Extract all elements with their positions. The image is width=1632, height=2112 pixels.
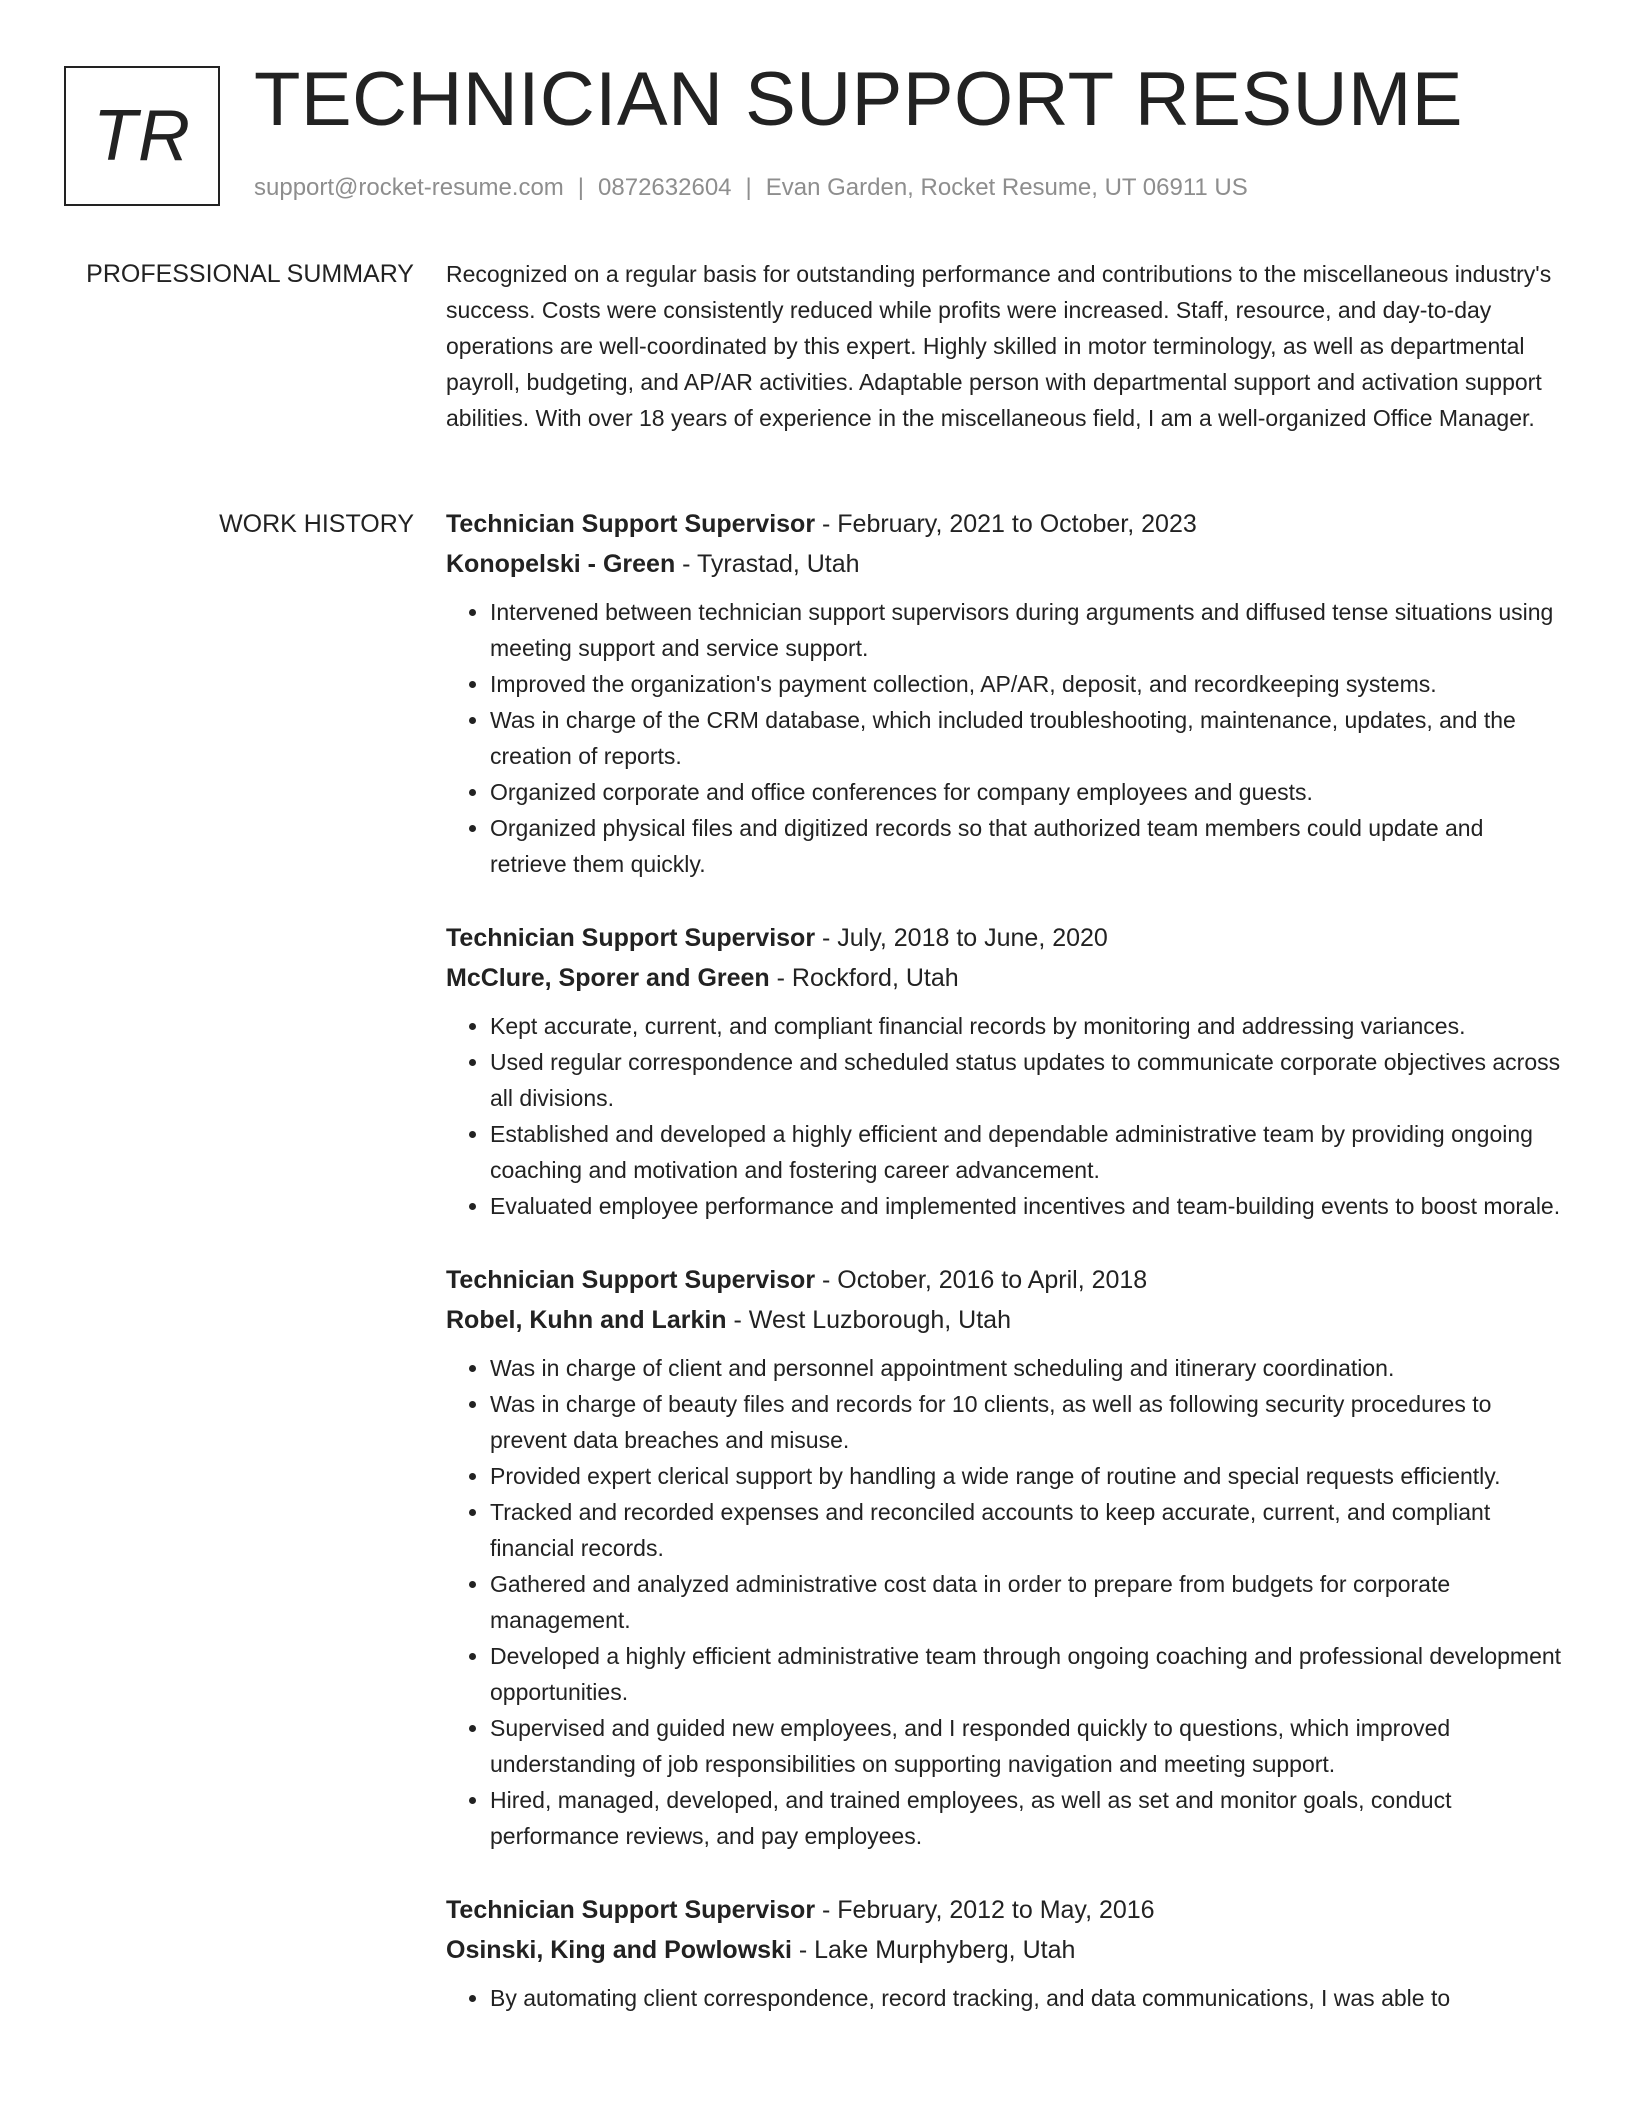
job-bullet: • Was in charge of the CRM database, which included troubleshooting, maintenance, updates, and the creation of reports. <box>490 702 1564 774</box>
contact-address: Evan Garden, Rocket Resume, UT 06911 US <box>765 174 1248 201</box>
job-bullet: • By automating client correspondence, record tracking, and data communications, I was able to <box>490 1980 1564 2016</box>
job-company-line <box>446 958 1564 998</box>
job-bullet: • Tracked and recorded expenses and reconciled accounts to keep accurate, current, and compliant financial records. <box>490 1494 1564 1566</box>
job-title: Technician Support Supervisor <box>446 924 816 952</box>
job-company: McClure, Sporer and Green <box>446 964 770 992</box>
job-title: Technician Support Supervisor <box>446 510 816 538</box>
contact-line <box>254 174 1248 202</box>
job-bullets <box>446 1980 1564 2016</box>
summary-body <box>446 256 1564 436</box>
job-bullets <box>446 1350 1564 1854</box>
job-title-line <box>446 918 1564 958</box>
job-entry <box>446 504 1564 882</box>
job-bullet: • Established and developed a highly efficient and dependable administrative team by providing ongoing coaching and motivation and fostering career advancement. <box>490 1116 1564 1188</box>
job-bullets <box>446 594 1564 882</box>
job-title-line <box>446 1260 1564 1300</box>
job-bullet: • Evaluated employee performance and implemented incentives and team-building events to boost morale. <box>490 1188 1564 1224</box>
job-entry <box>446 1260 1564 1854</box>
job-bullet: • Was in charge of client and personnel appointment scheduling and itinerary coordination. <box>490 1350 1564 1386</box>
contact-email[interactable]: support@rocket-resume.com <box>254 174 564 201</box>
job-bullet: • Developed a highly efficient administrative team through ongoing coaching and professional development opportunities. <box>490 1638 1564 1710</box>
job-title-line <box>446 1890 1564 1930</box>
resume-title: TECHNICIAN SUPPORT RESUME <box>254 57 1463 142</box>
job-bullet: • Kept accurate, current, and compliant financial records by monitoring and addressing variances. <box>490 1008 1564 1044</box>
job-bullet: • Organized physical files and digitized records so that authorized team members could update and retrieve them quickly. <box>490 810 1564 882</box>
contact-separator: | <box>577 174 585 201</box>
monogram-initials: TR <box>93 96 191 176</box>
job-company: Konopelski - Green <box>446 550 676 578</box>
job-bullet: • Improved the organization's payment collection, AP/AR, deposit, and recordkeeping systems. <box>490 666 1564 702</box>
job-bullet: • Organized corporate and office conferences for company employees and guests. <box>490 774 1564 810</box>
contact-phone[interactable]: 0872632604 <box>598 174 732 201</box>
job-dates: - February, 2012 to May, 2016 <box>815 1896 1155 1924</box>
work-history-heading: WORK HISTORY <box>219 510 414 538</box>
contact-separator: | <box>745 174 752 201</box>
work-history-body <box>446 504 1564 2052</box>
job-location: - West Luzborough, Utah <box>726 1306 1011 1334</box>
job-company-line <box>446 1300 1564 1340</box>
job-title: Technician Support Supervisor <box>446 1896 816 1924</box>
job-entry <box>446 1890 1564 2016</box>
job-company: Robel, Kuhn and Larkin <box>446 1306 727 1334</box>
job-bullet: • Intervened between technician support supervisors during arguments and diffused tense situations using meeting support and service support. <box>490 594 1564 666</box>
job-dates: - February, 2021 to October, 2023 <box>815 510 1197 538</box>
job-location: - Tyrastad, Utah <box>675 550 860 578</box>
job-company: Osinski, King and Powlowski <box>446 1936 792 1964</box>
job-bullet: • Provided expert clerical support by handling a wide range of routine and special requests efficiently. <box>490 1458 1564 1494</box>
job-location: - Lake Murphyberg, Utah <box>791 1936 1076 1964</box>
job-dates: - October, 2016 to April, 2018 <box>815 1266 1148 1294</box>
summary-text: Recognized on a regular basis for outstanding performance and contributions to the miscellaneous industry's success. Costs were consistently reduced while profits were increased. Staff, resource, and day-to-day operations are well-coordinated by this expert. Highly skilled in motor terminology, as well as departmental payroll, budgeting, and AP/AR activities. Adaptable person with departmental support and activation support abilities. With over 18 years of experience in the miscellaneous field, I am a well-organized Office Manager. <box>446 261 1552 431</box>
job-entry <box>446 918 1564 1224</box>
job-bullet: • Hired, managed, developed, and trained employees, as well as set and monitor goals, conduct performance reviews, and pay employees. <box>490 1782 1564 1854</box>
job-bullet: • Was in charge of beauty files and records for 10 clients, as well as following security procedures to prevent data breaches and misuse. <box>490 1386 1564 1458</box>
summary-heading: PROFESSIONAL SUMMARY <box>86 260 414 288</box>
job-title: Technician Support Supervisor <box>446 1266 816 1294</box>
job-location: - Rockford, Utah <box>769 964 959 992</box>
job-bullet: • Used regular correspondence and scheduled status updates to communicate corporate objectives across all divisions. <box>490 1044 1564 1116</box>
job-company-line <box>446 544 1564 584</box>
monogram-box <box>64 66 220 206</box>
job-title-line <box>446 504 1564 544</box>
job-bullets <box>446 1008 1564 1224</box>
job-company-line <box>446 1930 1564 1970</box>
job-dates: - July, 2018 to June, 2020 <box>815 924 1108 952</box>
job-bullet: • Gathered and analyzed administrative cost data in order to prepare from budgets for corporate management. <box>490 1566 1564 1638</box>
job-bullet: • Supervised and guided new employees, and I responded quickly to questions, which improved understanding of job responsibilities on supporting navigation and meeting support. <box>490 1710 1564 1782</box>
